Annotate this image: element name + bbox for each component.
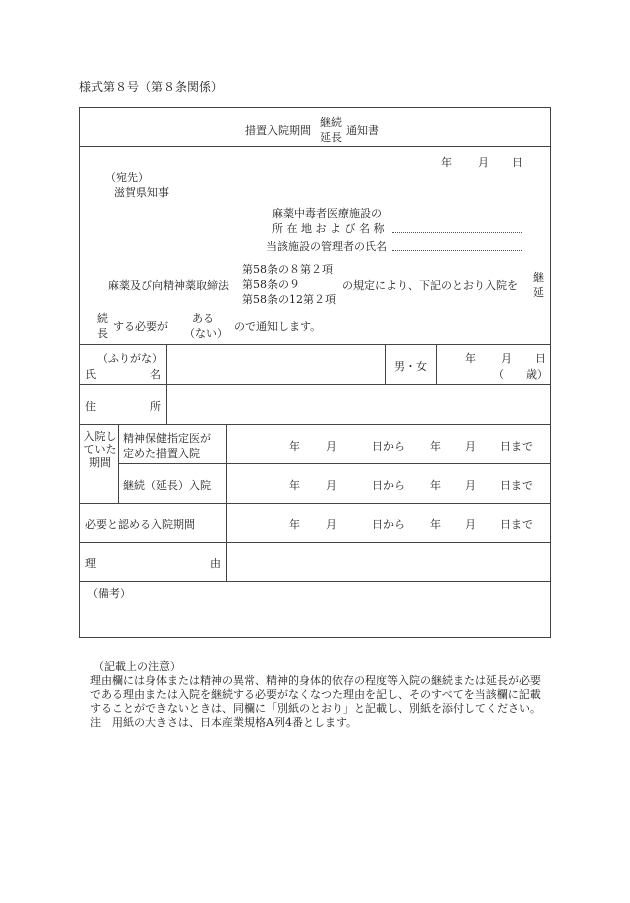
notes-body: 理由欄には身体または精神の異常、精神的身体的依存の程度等入院の継続または延長が必要である理由または入院を継続する必要がなくなつた理由を記し、そのすべてを当該欄に記載することができないときは、同欄に「別紙のとおり」と記載し、別紙を添付してください。 xyxy=(90,674,541,715)
period2-end-year: 年 xyxy=(430,479,441,492)
title-option-continue: 継続 xyxy=(320,116,342,129)
name-label-mei: 名 xyxy=(150,368,161,381)
required-end-month: 月 xyxy=(465,518,476,531)
divider xyxy=(80,542,550,543)
law-name: 麻薬及び向精神薬取締法 xyxy=(108,279,229,292)
facility-line1: 麻薬中毒者医療施設の xyxy=(272,207,382,220)
necessity-option-2: 長 xyxy=(97,327,108,340)
necessity-aru: ある xyxy=(192,312,214,325)
date-year: 年 xyxy=(441,156,452,169)
birth-year: 年 xyxy=(465,352,476,365)
address-label-sho: 所 xyxy=(150,400,161,413)
furigana-label: （ふりがな） xyxy=(97,352,163,365)
period1-start-day: 日から xyxy=(372,440,405,453)
divider xyxy=(436,344,437,384)
sex-field: 男・女 xyxy=(394,360,427,373)
law-article-1: 第58条の８第２項 xyxy=(242,263,333,276)
divider xyxy=(385,344,386,384)
reason-label-ri: 理 xyxy=(85,557,96,570)
period2-start-month: 月 xyxy=(326,479,337,492)
required-period-label: 必要と認める入院期間 xyxy=(85,518,195,531)
notes-section xyxy=(90,660,550,730)
divider xyxy=(80,344,550,345)
period1-end-day: 日まで xyxy=(500,440,533,453)
divider xyxy=(80,424,550,425)
necessity-nai: （ない） xyxy=(184,327,228,340)
period2-start-day: 日から xyxy=(372,479,405,492)
divider xyxy=(80,384,550,385)
notes-heading: （記載上の注意） xyxy=(93,660,181,673)
necessity-text-1: する必要が xyxy=(113,320,168,333)
facility-line2: 所 在 地 お よ び 名 称 xyxy=(272,222,385,235)
period2-end-month: 月 xyxy=(465,479,476,492)
required-start-day: 日から xyxy=(372,518,405,531)
facility-fill-line xyxy=(392,232,522,233)
law-article-2: 第58条の９ xyxy=(242,278,300,291)
name-label-shi: 氏 xyxy=(85,368,96,381)
title-option-extend: 延長 xyxy=(320,131,342,144)
period1-start-month: 月 xyxy=(326,440,337,453)
required-end-year: 年 xyxy=(430,518,441,531)
age-field: （ 歳） xyxy=(493,368,548,381)
period-row1-line1: 精神保健指定医が xyxy=(123,432,211,445)
birth-month: 月 xyxy=(501,352,512,365)
period1-start-year: 年 xyxy=(289,440,300,453)
notes-paper-size: 注 用紙の大きさは、日本産業規格A列4番とします。 xyxy=(90,716,358,729)
remarks-label: （備考） xyxy=(87,587,131,600)
divider xyxy=(80,581,550,582)
reason-label-yu: 由 xyxy=(210,557,221,570)
address-label-ju: 住 xyxy=(85,400,96,413)
period-section-label: 入院していた期間 xyxy=(83,430,117,469)
date-month: 月 xyxy=(478,156,489,169)
necessity-text-2: ので通知します。 xyxy=(234,320,322,333)
addressee-label: （宛先） xyxy=(105,171,149,184)
necessity-option-1: 続 xyxy=(97,312,108,325)
title-suffix: 通知書 xyxy=(346,124,379,137)
divider xyxy=(118,463,550,464)
form-number: 様式第８号（第８条関係） xyxy=(79,80,224,94)
law-text: の規定により、下記のとおり入院を xyxy=(342,279,518,292)
required-end-day: 日まで xyxy=(500,518,533,531)
manager-fill-line xyxy=(392,250,522,251)
law-option-extend: 延 xyxy=(533,286,544,299)
birth-day: 日 xyxy=(535,352,546,365)
law-article-3: 第58条の12第２項 xyxy=(242,293,336,306)
addressee-name: 滋賀県知事 xyxy=(114,186,169,199)
required-start-month: 月 xyxy=(326,518,337,531)
divider xyxy=(80,146,550,147)
period-row1-line2: 定めた措置入院 xyxy=(123,447,200,460)
period1-end-month: 月 xyxy=(465,440,476,453)
divider xyxy=(80,503,550,504)
date-day: 日 xyxy=(512,156,523,169)
title-prefix: 措置入院期間 xyxy=(245,124,311,137)
period1-end-year: 年 xyxy=(430,440,441,453)
period2-end-day: 日まで xyxy=(500,479,533,492)
required-start-year: 年 xyxy=(289,518,300,531)
notice-form xyxy=(79,107,551,638)
facility-manager: 当該施設の管理者の氏名 xyxy=(266,240,387,253)
law-option-continue: 継 xyxy=(533,271,544,284)
period-row2-label: 継続（延長）入院 xyxy=(123,479,211,492)
period2-start-year: 年 xyxy=(289,479,300,492)
